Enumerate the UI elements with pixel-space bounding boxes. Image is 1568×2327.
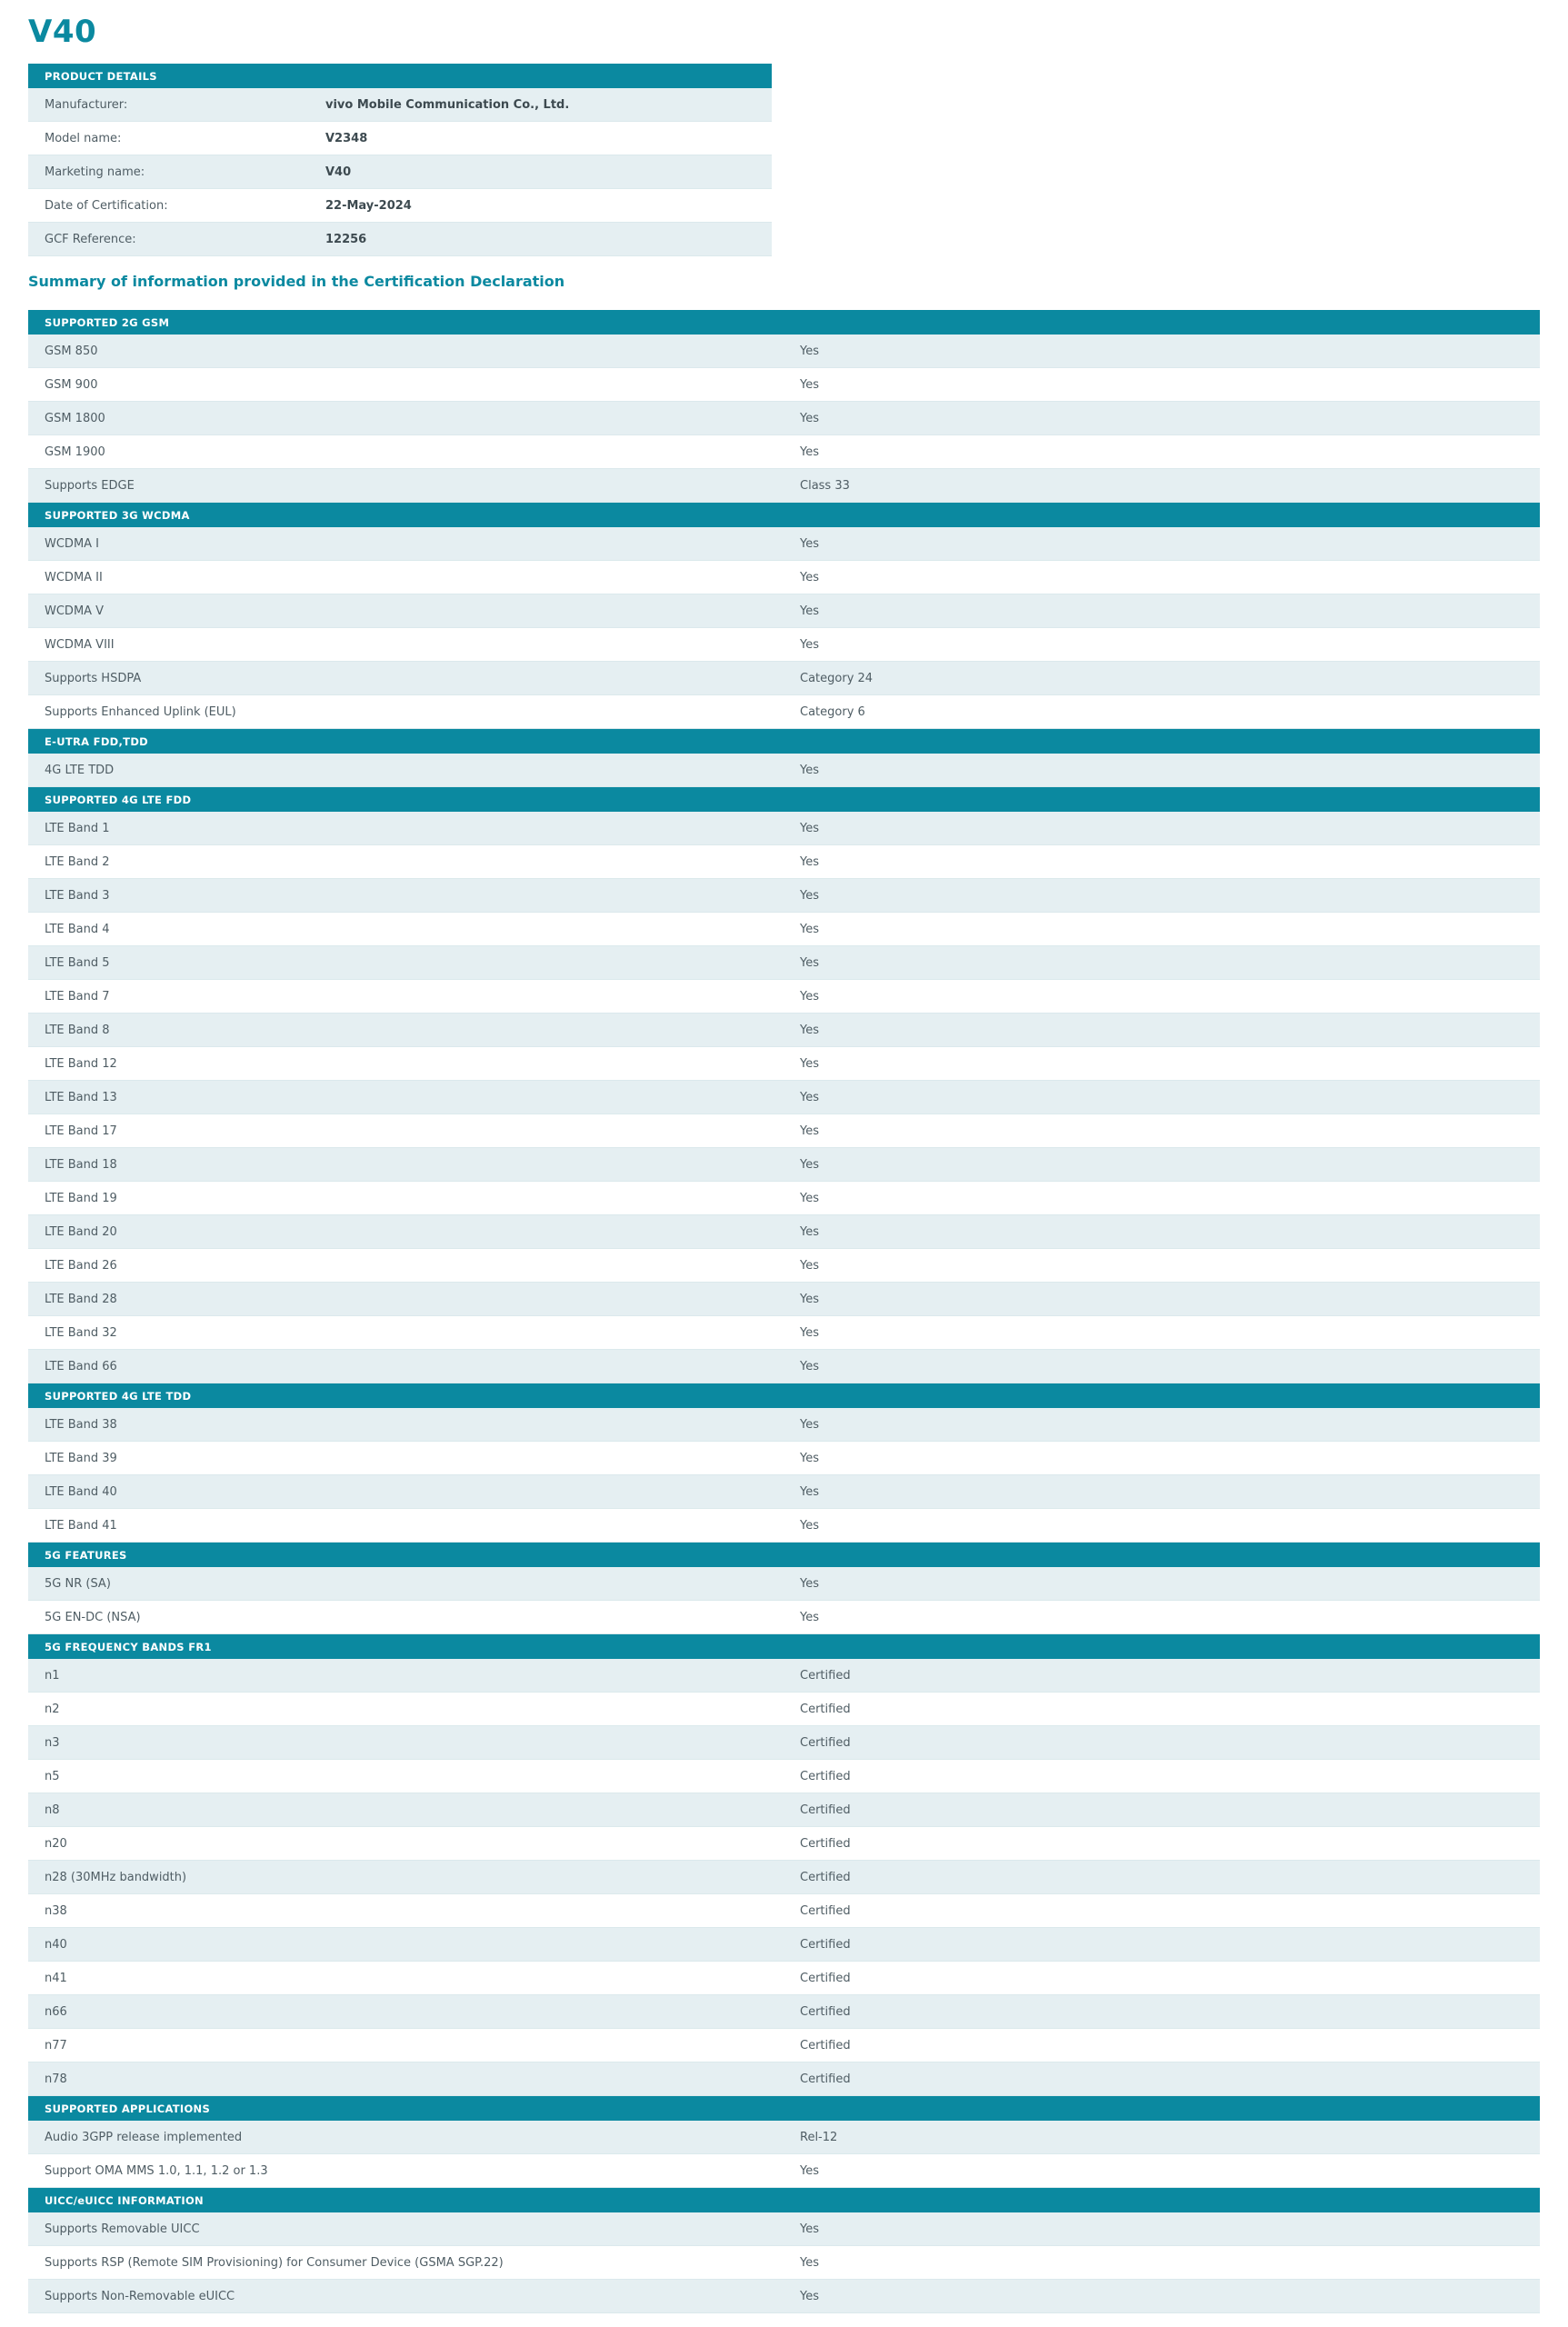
row-value: Yes <box>784 845 1540 879</box>
row-value: Yes <box>784 527 1540 561</box>
section-header-row <box>28 310 1540 335</box>
row-value: Yes <box>784 1350 1540 1383</box>
row-label: LTE Band 32 <box>28 1316 784 1350</box>
row-label: 5G NR (SA) <box>28 1567 784 1601</box>
row-label: Supports EDGE <box>28 469 784 503</box>
row-value: V40 <box>309 155 772 189</box>
row-label: LTE Band 41 <box>28 1509 784 1543</box>
table-row <box>28 1928 1540 1962</box>
row-value: Yes <box>784 913 1540 946</box>
section-header: UICC/eUICC INFORMATION <box>28 2188 1540 2213</box>
row-value: Certified <box>784 1693 1540 1726</box>
table-row <box>28 1350 1540 1383</box>
row-value: Certified <box>784 1726 1540 1760</box>
row-label: GCF Reference: <box>28 223 309 256</box>
row-value: Certified <box>784 1861 1540 1894</box>
row-value: Yes <box>784 1215 1540 1249</box>
section-header: 5G FEATURES <box>28 1543 1540 1568</box>
table-row <box>28 368 1540 402</box>
table-row <box>28 1726 1540 1760</box>
table-row <box>28 1793 1540 1827</box>
row-label: LTE Band 4 <box>28 913 784 946</box>
row-label: LTE Band 8 <box>28 1014 784 1047</box>
certification-page <box>28 0 1540 2313</box>
section-header-row <box>28 2096 1540 2122</box>
table-row <box>28 2212 1540 2246</box>
row-value: Yes <box>784 1249 1540 1283</box>
section-header-row <box>28 1634 1540 1660</box>
product-details-header-row <box>28 64 772 88</box>
row-label: n8 <box>28 1793 784 1827</box>
table-row <box>28 2062 1540 2096</box>
row-value: Yes <box>784 435 1540 469</box>
row-value: Yes <box>784 335 1540 368</box>
row-label: 5G EN-DC (NSA) <box>28 1601 784 1634</box>
table-row <box>28 1995 1540 2029</box>
row-label: LTE Band 19 <box>28 1182 784 1215</box>
table-row <box>28 2154 1540 2188</box>
table-row <box>28 1509 1540 1543</box>
section-header: 5G FREQUENCY BANDS FR1 <box>28 1634 1540 1660</box>
page-title: V40 <box>28 14 97 50</box>
table-row <box>28 1760 1540 1793</box>
table-row <box>28 1283 1540 1316</box>
table-row <box>28 1014 1540 1047</box>
table-row <box>28 527 1540 561</box>
row-label: LTE Band 20 <box>28 1215 784 1249</box>
table-row <box>28 1475 1540 1509</box>
row-value: Yes <box>784 628 1540 662</box>
row-label: n3 <box>28 1726 784 1760</box>
table-row <box>28 402 1540 435</box>
table-row <box>28 561 1540 594</box>
table-row <box>28 628 1540 662</box>
row-value: Certified <box>784 1793 1540 1827</box>
section-header: E-UTRA FDD,TDD <box>28 729 1540 754</box>
row-value: Yes <box>784 368 1540 402</box>
row-value: Certified <box>784 1962 1540 1995</box>
row-label: Support OMA MMS 1.0, 1.1, 1.2 or 1.3 <box>28 2154 784 2188</box>
row-value: Certified <box>784 1760 1540 1793</box>
row-label: Supports Non-Removable eUICC <box>28 2280 784 2313</box>
table-row <box>28 2280 1540 2313</box>
table-row <box>28 1215 1540 1249</box>
row-value: Yes <box>784 1601 1540 1634</box>
section-header-row <box>28 2188 1540 2213</box>
row-value: Certified <box>784 1827 1540 1861</box>
row-label: LTE Band 5 <box>28 946 784 980</box>
table-row <box>28 1861 1540 1894</box>
section-header: SUPPORTED 4G LTE FDD <box>28 787 1540 813</box>
summary-heading: Summary of information provided in the Certification Declaration <box>28 273 565 290</box>
row-value: Certified <box>784 1894 1540 1928</box>
row-label: LTE Band 7 <box>28 980 784 1014</box>
row-value: Yes <box>784 1509 1540 1543</box>
row-label: n78 <box>28 2062 784 2096</box>
row-value: Class 33 <box>784 469 1540 503</box>
table-row <box>28 122 772 155</box>
row-value: Yes <box>784 1475 1540 1509</box>
row-label: GSM 1800 <box>28 402 784 435</box>
table-row <box>28 1442 1540 1475</box>
table-row <box>28 88 772 122</box>
row-value: Yes <box>784 812 1540 845</box>
row-label: Supports HSDPA <box>28 662 784 695</box>
table-row <box>28 913 1540 946</box>
row-value: Yes <box>784 402 1540 435</box>
row-label: LTE Band 13 <box>28 1081 784 1114</box>
table-row <box>28 1601 1540 1634</box>
table-row <box>28 1316 1540 1350</box>
row-label: LTE Band 12 <box>28 1047 784 1081</box>
row-label: LTE Band 3 <box>28 879 784 913</box>
row-value: Yes <box>784 1316 1540 1350</box>
row-label: Supports RSP (Remote SIM Provisioning) for Consumer Device (GSMA SGP.22) <box>28 2246 784 2280</box>
row-label: GSM 850 <box>28 335 784 368</box>
table-row <box>28 695 1540 729</box>
product-details-body <box>28 88 772 256</box>
table-row <box>28 335 1540 368</box>
row-value: Yes <box>784 1114 1540 1148</box>
table-row <box>28 1114 1540 1148</box>
table-row <box>28 2029 1540 2062</box>
product-details-header: PRODUCT DETAILS <box>28 64 772 88</box>
row-value: Certified <box>784 2062 1540 2096</box>
section-header-row <box>28 787 1540 813</box>
row-label: n2 <box>28 1693 784 1726</box>
row-value: Yes <box>784 1442 1540 1475</box>
table-row <box>28 223 772 256</box>
row-value: Yes <box>784 1567 1540 1601</box>
row-value: vivo Mobile Communication Co., Ltd. <box>309 88 772 122</box>
row-label: Audio 3GPP release implemented <box>28 2121 784 2154</box>
row-label: LTE Band 18 <box>28 1148 784 1182</box>
row-label: Manufacturer: <box>28 88 309 122</box>
row-value: Certified <box>784 1928 1540 1962</box>
section-header-row <box>28 729 1540 754</box>
row-label: Supports Enhanced Uplink (EUL) <box>28 695 784 729</box>
row-value: Yes <box>784 1283 1540 1316</box>
row-value: Yes <box>784 754 1540 787</box>
row-value: Yes <box>784 2154 1540 2188</box>
section-header-row <box>28 503 1540 528</box>
row-label: Date of Certification: <box>28 189 309 223</box>
row-label: Marketing name: <box>28 155 309 189</box>
row-label: 4G LTE TDD <box>28 754 784 787</box>
row-value: V2348 <box>309 122 772 155</box>
table-row <box>28 594 1540 628</box>
row-label: n38 <box>28 1894 784 1928</box>
row-value: Certified <box>784 1995 1540 2029</box>
table-row <box>28 1148 1540 1182</box>
row-value: Certified <box>784 1659 1540 1693</box>
row-value: Yes <box>784 2246 1540 2280</box>
table-row <box>28 879 1540 913</box>
table-row <box>28 1693 1540 1726</box>
table-row <box>28 1567 1540 1601</box>
row-value: Yes <box>784 946 1540 980</box>
row-label: LTE Band 1 <box>28 812 784 845</box>
table-row <box>28 1408 1540 1442</box>
table-row <box>28 1182 1540 1215</box>
table-row <box>28 946 1540 980</box>
row-value: Category 6 <box>784 695 1540 729</box>
row-label: Model name: <box>28 122 309 155</box>
section-header: SUPPORTED 2G GSM <box>28 310 1540 335</box>
section-header: SUPPORTED 4G LTE TDD <box>28 1383 1540 1409</box>
table-row <box>28 980 1540 1014</box>
section-header: SUPPORTED APPLICATIONS <box>28 2096 1540 2122</box>
table-row <box>28 1047 1540 1081</box>
row-label: LTE Band 28 <box>28 1283 784 1316</box>
table-row <box>28 469 1540 503</box>
table-row <box>28 1827 1540 1861</box>
row-value: Yes <box>784 879 1540 913</box>
row-value: Yes <box>784 1182 1540 1215</box>
section-header-row <box>28 1383 1540 1409</box>
row-label: LTE Band 17 <box>28 1114 784 1148</box>
row-label: LTE Band 66 <box>28 1350 784 1383</box>
row-label: n40 <box>28 1928 784 1962</box>
table-row <box>28 662 1540 695</box>
table-row <box>28 845 1540 879</box>
row-label: n41 <box>28 1962 784 1995</box>
row-label: LTE Band 38 <box>28 1408 784 1442</box>
table-row <box>28 189 772 223</box>
row-value: Yes <box>784 594 1540 628</box>
table-row <box>28 1249 1540 1283</box>
row-value: Yes <box>784 1014 1540 1047</box>
table-row <box>28 435 1540 469</box>
section-header-row <box>28 1543 1540 1568</box>
row-label: n28 (30MHz bandwidth) <box>28 1861 784 1894</box>
row-value: Yes <box>784 2212 1540 2246</box>
table-row <box>28 2246 1540 2280</box>
row-value: Category 24 <box>784 662 1540 695</box>
table-row <box>28 1081 1540 1114</box>
table-row <box>28 1659 1540 1693</box>
row-label: LTE Band 2 <box>28 845 784 879</box>
row-label: n66 <box>28 1995 784 2029</box>
row-label: WCDMA II <box>28 561 784 594</box>
row-value: Rel-12 <box>784 2121 1540 2154</box>
table-row <box>28 1962 1540 1995</box>
row-value: Yes <box>784 561 1540 594</box>
row-value: Certified <box>784 2029 1540 2062</box>
table-row <box>28 812 1540 845</box>
row-label: WCDMA V <box>28 594 784 628</box>
row-value: Yes <box>784 1047 1540 1081</box>
row-label: GSM 900 <box>28 368 784 402</box>
row-label: LTE Band 26 <box>28 1249 784 1283</box>
row-label: GSM 1900 <box>28 435 784 469</box>
table-row <box>28 754 1540 787</box>
row-value: Yes <box>784 2280 1540 2313</box>
row-value: 22-May-2024 <box>309 189 772 223</box>
row-label: WCDMA VIII <box>28 628 784 662</box>
section-header: SUPPORTED 3G WCDMA <box>28 503 1540 528</box>
row-label: LTE Band 40 <box>28 1475 784 1509</box>
row-label: Supports Removable UICC <box>28 2212 784 2246</box>
certification-summary-table <box>28 310 1540 2313</box>
certification-summary-body <box>28 310 1540 2313</box>
row-label: WCDMA I <box>28 527 784 561</box>
row-value: Yes <box>784 1408 1540 1442</box>
product-details-table <box>28 64 772 256</box>
row-value: 12256 <box>309 223 772 256</box>
table-row <box>28 155 772 189</box>
row-label: n77 <box>28 2029 784 2062</box>
row-label: n1 <box>28 1659 784 1693</box>
row-value: Yes <box>784 1081 1540 1114</box>
row-value: Yes <box>784 980 1540 1014</box>
table-row <box>28 2121 1540 2154</box>
row-value: Yes <box>784 1148 1540 1182</box>
row-label: n20 <box>28 1827 784 1861</box>
row-label: LTE Band 39 <box>28 1442 784 1475</box>
row-label: n5 <box>28 1760 784 1793</box>
table-row <box>28 1894 1540 1928</box>
